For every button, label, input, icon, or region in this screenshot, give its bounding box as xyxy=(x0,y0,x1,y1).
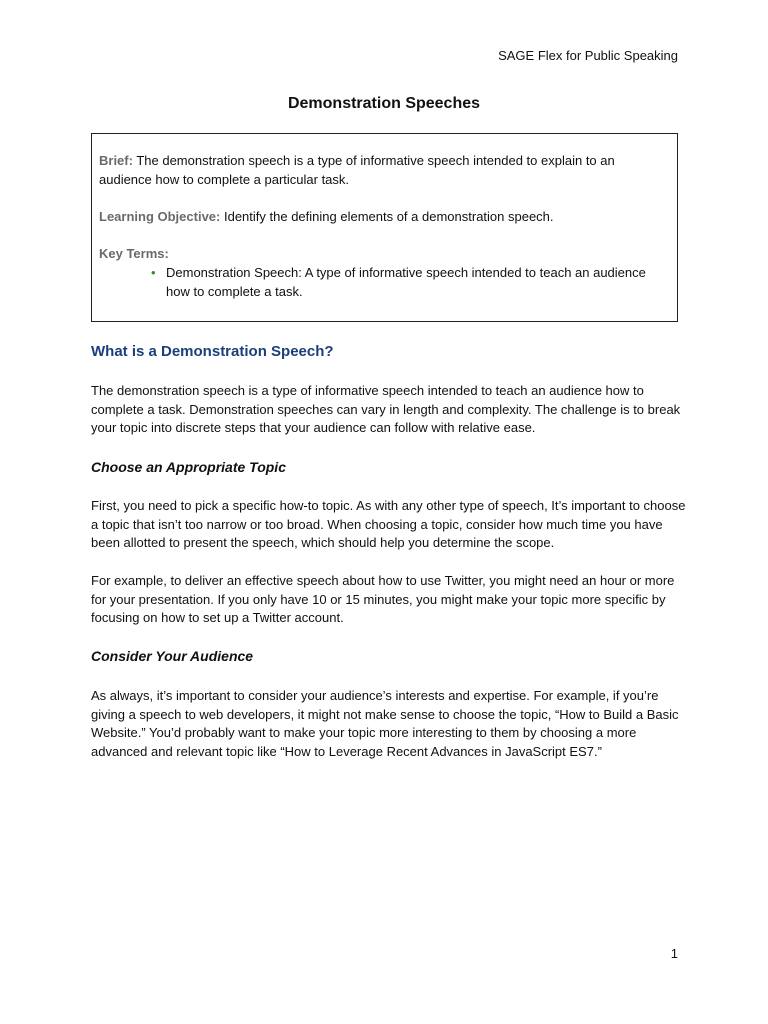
brief-label: Brief: xyxy=(99,153,133,168)
brief-paragraph xyxy=(99,151,670,189)
brief-text: The demonstration speech is a type of informative speech intended to explain to an audience how to complete a particular task. xyxy=(99,153,615,187)
objective-paragraph xyxy=(99,207,670,226)
audience-paragraph: As always, it’s important to consider your audience’s interests and expertise. For example, if you’re giving a speech to web developers, it might not make sense to choose the topic, “How to Build a Basic Website.” You’d probably want to make your topic more interesting to them by choosing a more advanced and relevant topic like “How to Leverage Recent Advances in JavaScript ES7.” xyxy=(91,688,679,759)
page-title: Demonstration Speeches xyxy=(287,95,481,112)
topic-paragraph-2: For example, to deliver an effective speech about how to use Twitter, you might need an hour or more for your presentation. If you only have 10 or 15 minutes, you might make your topic more specific by focusing on how to set up a Twitter account. xyxy=(91,573,675,625)
key-terms-label: Key Terms: xyxy=(99,246,169,261)
topic-paragraph-1: First, you need to pick a specific how-to topic. As with any other type of speech, It’s important to choose a topic that isn’t too narrow or too broad. When choosing a topic, consider how much time you have been allotted to present the speech, which should help you determine the scope. xyxy=(91,498,686,550)
subheading-audience: Consider Your Audience xyxy=(91,648,254,664)
running-header: SAGE Flex for Public Speaking xyxy=(498,48,678,63)
list-item xyxy=(151,263,670,301)
key-term-text: Demonstration Speech: A type of informative speech intended to teach an audience how to complete a task. xyxy=(166,265,646,299)
objective-label: Learning Objective: xyxy=(99,209,221,224)
subheading-topic: Choose an Appropriate Topic xyxy=(91,459,286,475)
page-number: 1 xyxy=(670,946,678,961)
objective-text: Identify the defining elements of a demonstration speech. xyxy=(220,209,554,224)
what-is-paragraph: The demonstration speech is a type of informative speech intended to teach an audience how to complete a task. Demonstration speeches can vary in length and complexity. The challenge is to break your topic into discrete steps that your audience can follow with relative ease. xyxy=(91,383,681,435)
key-terms-list xyxy=(99,263,670,301)
section-heading-what-is: What is a Demonstration Speech? xyxy=(91,343,334,360)
bullet-icon: • xyxy=(151,265,156,280)
summary-box xyxy=(91,133,678,322)
